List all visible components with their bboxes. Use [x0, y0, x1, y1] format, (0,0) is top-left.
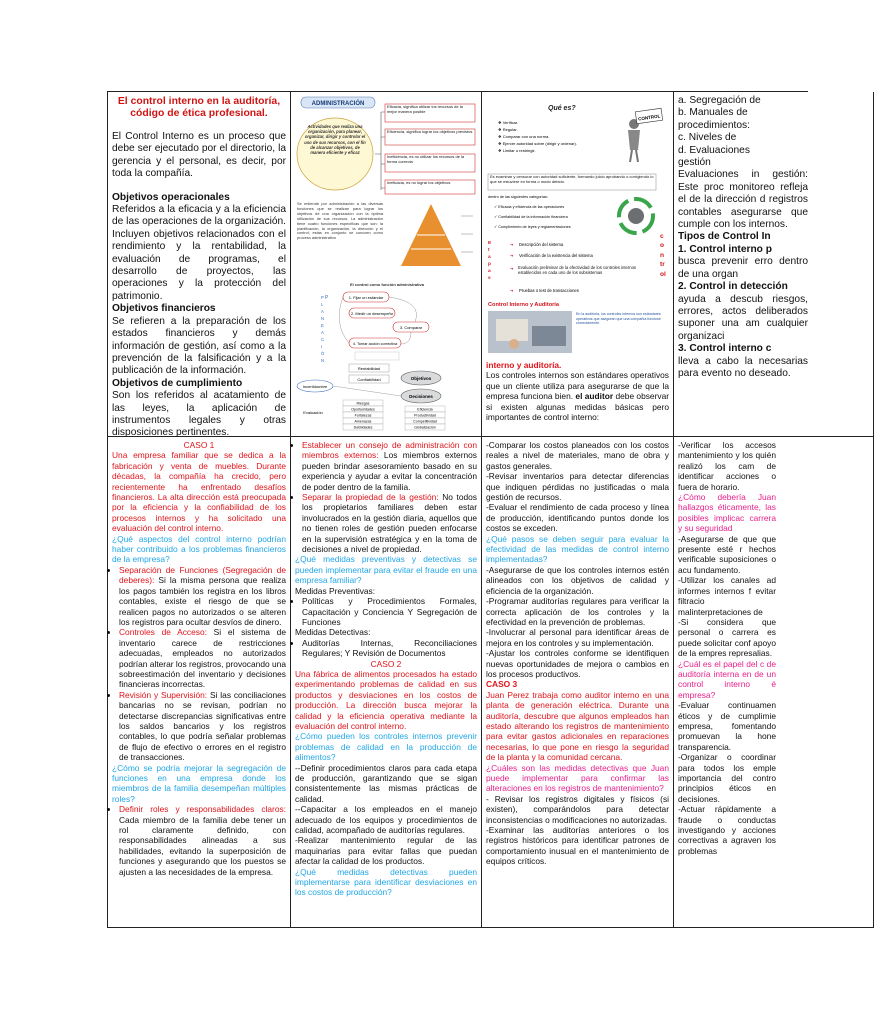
cycle-step-4: 4. Tomar acción correctiva — [352, 342, 398, 346]
bracket — [375, 112, 385, 190]
category-2: ✓ Confiabilidad de la información financiera — [494, 215, 568, 219]
caso-2-answer-3b: -Programar auditorías regulares para verificar la correcta aplicación de los controles y la efectividad en la prevención de problemas. — [486, 596, 669, 627]
list-item-b-cont: procedimientos: — [678, 119, 750, 131]
caso-1-question-1: ¿Qué aspectos del control interno podrían haber contribuido a los problemas financieros de la empresa? — [112, 533, 286, 565]
mid-item-2: Oportunidades — [351, 407, 375, 412]
administracion-diagram — [293, 94, 480, 434]
control-side-box — [660, 232, 670, 308]
incertidumbre-label: Incertidumbre — [302, 384, 328, 389]
vertical-label-box — [321, 294, 329, 368]
categories-title: dentro de las siguientes categorías: — [488, 195, 548, 199]
caso-1-question-2: ¿Cómo se podría mejorar la segregación de funciones en una empresa donde los miembros de la familia desempeñan múltiples roles? — [112, 762, 286, 804]
step-2-arrow: ➔ — [510, 253, 514, 258]
caso-1-title: CASO 1 — [183, 440, 215, 450]
control-vertical: c o n tr ol — [660, 233, 666, 278]
caso-3-text: Juan Perez trabaja como auditor interno en una planta de generación eléctrica. Durante una auditoría, descubre que algunos empleados han estado alterando los registros de mantenimiento para evitar gastos adicionales en reparaciones necesarias, lo que pone en riesgo la seguridad de la planta y la comunidad cercana. — [486, 689, 669, 763]
que-es-bullet-1: ❖ Verificar. — [498, 120, 519, 125]
caso-2-answer-2c: -Evaluar el rendimiento de cada proceso y línea de producción, identificando puntos donde los costos se exceden. — [486, 502, 669, 534]
cell-caso-2-cont-caso-3 — [482, 437, 674, 928]
caso-3-answer-2b: -Utilizar los canales ad informes internos f evitar filtracio malinterpretaciones de — [678, 575, 776, 617]
caso-3-answer-3c: -Actuar rápidamente a fraude o conductas investigando y acciones correctivas a agraven los problemas — [678, 804, 776, 856]
connector-1 — [333, 386, 401, 396]
caso-3-answer-1c: -Verificar los accesos mantenimiento y los quién realizó los cam de identificar acciones o fuera de horario. — [678, 440, 776, 492]
audit-photo — [488, 311, 572, 353]
caso-1-text: Una empresa familiar que se dedica a la fabricación y venta de muebles. Durante décadas, la compañía ha crecido, pero recientemente ha enfrentado desafíos financieros. La alta dirección está preocupada por la eficiencia y la confiabilidad de los procesos internos y ha solicitado una evaluación del control interno. — [112, 450, 286, 534]
caso-3-answer-2c: -Si considera que personal o carrera es puede solicitar conf apoyo de la empres represalias. — [678, 616, 776, 659]
medidas-detectivas-label: Medidas Detectivas: — [295, 627, 371, 638]
interno-auditoria-paragraph — [486, 370, 669, 422]
answer-propiedad-body: No todos los propietarios familiares deben estar involucrados en la gestión diaria, aquellos que no tienen roles de gestión pueden enfocarse en la supervisión estratégica y en la toma de decisiones a nivel de propiedad. — [302, 492, 477, 555]
medida-detectiva: • Auditorías Internas, Reconciliaciones Regulares; Y Revisión de Documentos — [302, 638, 477, 659]
answer-acceso — [119, 627, 286, 689]
caso-2-title: CASO 2 — [370, 658, 402, 669]
concept-box-4-text-box — [387, 181, 473, 194]
control-infographic — [486, 94, 670, 356]
que-es-bullet-3: ❖ Comparar con una norma. — [498, 134, 550, 139]
control-auditoria-heading: Control Interno y Auditoría — [488, 302, 559, 308]
caso-3-answer-2a: -Asegurarse de que que presente esté r hechos verificable suposiciones o acu fundamento. — [678, 533, 776, 575]
caso-2-question-1: ¿Cómo pueden los controles internos prevenir problemas de calidad en la producción de alimentos? — [295, 731, 477, 763]
step-1: Descripción del sistema — [519, 242, 564, 247]
category-3: ✓ Cumplimiento de leyes y reglamentaciones — [494, 225, 571, 229]
que-es-bullet-4: ❖ Ejercer autoridad sobre (dirigir y ordenar). — [498, 141, 577, 146]
confiabilidad-label: Confiabilidad — [357, 377, 381, 382]
caso-2-question-3: ¿Qué pasos se deben seguir para evaluar la efectividad de las medidas de control interno implementadas? — [486, 533, 669, 565]
section-title: El control interno en la auditoría, código de ética profesional. — [117, 96, 281, 119]
answer-roles — [119, 804, 286, 877]
answer-roles-body: Cada miembro de la familia debe tener un rol claramente definido, con responsabilidades alineadas a sus habilidades, evitando la superposición de funciones y asegurando que los puestos se ajusten a las necesidades de la empresa. — [119, 814, 286, 877]
tipo-2-text: ayuda a descub riesgos, errores, actos deliberados suponer una am cualquier organizaci — [678, 293, 808, 342]
heading-objetivos-cumplimiento: Objetivos de cumplimiento — [112, 377, 243, 389]
concept-box-3-text: Ineficiencia, es no utilizar los recursos de la forma correcta — [387, 154, 465, 164]
answer-segregacion-head: Separación de Funciones (Segregación de deberes): — [119, 564, 286, 586]
caso-1-answers-3 — [295, 440, 477, 554]
caso-2-answer-1c: -Realizar mantenimiento regular de las maquinarias para evitar fallas que puedan afectar la calidad de los productos. — [295, 835, 477, 867]
figure-leg-right — [636, 150, 638, 162]
content-table — [107, 91, 808, 928]
concept-box-3 — [385, 154, 475, 172]
tipo-1-text: busca prevenir erro dentro de una organ — [678, 256, 808, 280]
etapas-vertical: E t a p a s — [488, 241, 492, 281]
answer-acceso-body: Si el sistema de inventario carece de restricciones adecuadas, empleados no autorizados podrían alterar los registros, provocando una sobreestimación del inventario y decisiones financieras incorrectas. — [119, 627, 286, 690]
concept-box-4-text: Ineficacia, es no lograr los objetivos — [387, 180, 451, 185]
definition-box-text-box — [490, 175, 654, 190]
tipo-3-text: lleva a cabo la necesarias para evento no deseado. — [678, 355, 808, 379]
cycle-step-2: 2. Medir un desempeño — [350, 311, 394, 316]
caso-2-answer-1b: --Capacitar a los empleados en el manejo adecuado de los equipos y procedimientos de calidad, acompañado de auditorías regulares. — [295, 804, 477, 836]
cell-caso-1 — [108, 437, 291, 928]
answer-acceso-head: Controles de Acceso: — [119, 627, 207, 638]
step-3-box — [518, 265, 658, 285]
mid-item-1: Riesgos — [356, 401, 370, 406]
answer-segregacion — [119, 565, 286, 627]
cell-caso-1-cont-caso-2 — [291, 437, 482, 928]
cycle-step-1: 1. Fijar un estándar — [348, 295, 384, 300]
answer-revision — [119, 690, 286, 763]
category-2-text: Confiabilidad de la información financiera — [498, 215, 568, 219]
caso-3-answer-3b: -Organizar o coordinar para todos los emple importancia del contro principios éticos en decisiones. — [678, 752, 776, 804]
paragraph-tail: debe observar si existen algunas medidas básicas pero importantes de control interno: — [486, 391, 670, 423]
caso-3-question-3: ¿Cuál es el papel del c de auditoría interna en de un control interno é empresa? — [678, 658, 776, 700]
list-item-a: a. Segregación de — [678, 95, 761, 106]
text-objetivos-cumplimiento: Son los referidos al acatamiento de las leyes, la aplicación de instrumentos legales y otras disposiciones pertinentes. — [112, 390, 286, 439]
list-item-d: d. Evaluaciones — [678, 144, 750, 156]
list-item-c: c. Niveles de — [678, 132, 737, 144]
cell-control-interno-intro — [108, 92, 291, 437]
que-es-bullet-3-text: Comparar con una norma. — [502, 134, 550, 139]
paragraph-lead: Los controles internos son estándares operativos que un cliente utiliza para asegurarse de que la empresa funciona bien. — [486, 370, 669, 402]
vertical-planeacion: P L A N E A C I Ó N — [321, 295, 325, 363]
cycle-arrows — [339, 297, 416, 344]
medida-preventiva: • Políticas y Procedimientos Formales, Capacitación y Conciencia Y Segregación de Funciones — [302, 596, 477, 627]
central-oval-text-box — [303, 124, 367, 186]
que-es-bullet-5: ❖ Limitar o restringir. — [498, 148, 536, 153]
que-es-bullet-1-text: Verificar. — [502, 120, 519, 125]
medidas-detectivas-list — [295, 638, 477, 659]
cell-tipos-control — [674, 92, 874, 437]
que-es-bullet-2-text: Regular. — [502, 127, 518, 132]
tipo-3-heading: 3. Control interno c — [678, 343, 772, 355]
caso-3-title: CASO 3 — [486, 679, 518, 690]
mid-item-3: Fortalezas — [354, 413, 372, 418]
caso-1-answers-2 — [112, 804, 286, 877]
cell-control-que-es — [482, 92, 674, 437]
caso-1-question-3: ¿Qué medidas preventivas y detectivas se pueden implementar para evitar el fraude en una empresa familiar? — [295, 554, 477, 586]
caso-2-answer-1a: --Definir procedimientos claros para cada etapa de producción, garantizando que se sigan consistentemente las mismas prácticas de calidad. — [295, 762, 477, 804]
pyramid-graphic — [401, 204, 473, 266]
answer-consejo-head: Establecer un consejo de administración con miembros externos: — [302, 440, 477, 461]
evaluaciones-text: Evaluaciones in gestión: Este proc monitoreo refleja el de la dirección d registros contables asegurarse que cumple con los internos. — [678, 169, 808, 231]
paragraph-bold: el auditor — [575, 391, 614, 402]
que-es-bullet-5-text: Limitar o restringir. — [502, 148, 536, 153]
concept-box-2 — [385, 129, 475, 145]
tipo-2-heading: 2. Control in detección — [678, 281, 788, 293]
list-item-b: b. Manuales de — [678, 107, 748, 119]
que-es-bullet-4-text: Ejercer autoridad sobre (dirigir y ordenar). — [502, 141, 577, 146]
cycle-step-3: 3. Comparar — [399, 325, 423, 330]
answer-propiedad-head: Separar la propiedad de la gestión: — [302, 492, 439, 503]
medidas-preventivas-label: Medidas Preventivas: — [295, 585, 376, 596]
definition-box-text: Es examinar y censurar con autoridad suficiente, formando juicio aprobando o corrigiendo lo que se estuviere en forma o modo debido. — [490, 174, 654, 184]
mid-item-5: Debilidades — [353, 425, 373, 430]
cycle-steps — [339, 292, 429, 360]
concept-box-2-text: Eficiencia, significa lograr los objetivos previstos — [387, 129, 473, 134]
cell-caso-3-cont — [674, 437, 874, 928]
que-es-bullets — [498, 120, 577, 153]
intro-text: El Control Interno es un proceso que debe ser ejecutado por el directorio, la gerencia y el personal, es decir, por toda la compañía. — [112, 131, 286, 180]
photo-papers — [496, 319, 528, 341]
answer-revision-head: Revisión y Supervisión: — [119, 689, 208, 700]
mid-items — [343, 400, 383, 430]
caso-3-question-1: ¿Cuáles son las medidas detectivas que Juan puede implementar para confirmar las alteraciones en los registros de mantenimiento? — [486, 762, 669, 794]
concept-box-2-text-box — [387, 130, 473, 145]
photo-hand — [509, 339, 519, 349]
side-text-box — [297, 202, 383, 272]
control-list — [678, 95, 869, 169]
caso-3-answer-1b: -Examinar las auditorías anteriores o los registros históricos para identificar patrones de comportamiento inusual en el mantenimiento de equipos críticos. — [486, 825, 669, 867]
figure-leg-left — [630, 150, 632, 162]
rentabilidad-label: Rentabilidad — [357, 366, 381, 371]
answer-propiedad — [302, 492, 477, 554]
cycle-box-bottom — [355, 352, 399, 360]
answer-revision-body: Si las conciliaciones bancarias no se revisan, podrían no detectarse discrepancias significativas entre los saldos bancarios y los registros contables, lo que podría señalar problemas de flujo de efectivo o errores en el registro de transacciones. — [119, 689, 287, 763]
concept-box-1-text-box — [387, 105, 473, 122]
mid-item-4: Amenazas — [354, 419, 372, 424]
answer-consejo-body: Los miembros externos pueden brindar asesoramiento basado en su experiencia y ayudar a evitar la concentración de poder dentro de la familia. — [302, 450, 477, 492]
caso-3-cont-column — [678, 440, 776, 856]
category-3-text: Cumplimiento de leyes y reglamentaciones — [498, 225, 571, 229]
photo-caption-box — [576, 312, 668, 354]
text-objetivos-financieros: Se refieren a la preparación de los estados financieros y demás información de gestión, así como a la prevención de la falsificación y a la publicación de la información. — [112, 315, 286, 377]
text-objetivos-operacionales: Referidos a la eficacia y a la eficiencia de las operaciones de la organización. Incluyen objetivos relacionados con el rendimiento y la rentabilidad, la evaluación de programas, el desarrollo de proyectos, las operaciones y la protección del patrimonio. — [112, 204, 286, 302]
medidas-preventivas-list — [295, 596, 477, 627]
control-cycle-icon — [619, 199, 653, 233]
etapas-box — [488, 240, 498, 310]
control-sign-label: CONTROL — [637, 113, 661, 122]
list-item-d-cont: gestión — [678, 157, 711, 169]
cycle-center — [628, 208, 644, 224]
objetivos-label: Objetivos — [410, 376, 432, 381]
caso-2-answer-3c: -Involucrar al personal para identificar áreas de mejora en los controles y su implementación. — [486, 627, 669, 648]
que-es-title: Qué es? — [548, 105, 576, 112]
right-items — [405, 406, 445, 430]
heading-objetivos-financieros: Objetivos financieros — [112, 303, 216, 315]
interno-auditoria-heading: interno y auditoría. — [486, 360, 562, 370]
category-1: ✓ Eficacia y eficiencia de las operaciones — [494, 205, 565, 209]
concept-box-1 — [385, 104, 475, 122]
control-figure-icon — [628, 108, 663, 162]
right-item-4: Globalización — [414, 425, 436, 430]
caso-3-question-2: ¿Cómo debería Juan hallazgos éticamente, las posibles implicac carrera y su seguridad — [678, 492, 776, 534]
caso-2-question-2: ¿Qué medidas detectivas pueden implementarse para identificar desviaciones en los costos de producción? — [295, 866, 477, 898]
right-item-3: Competitividad — [413, 419, 437, 424]
caso-2-answer-3a: -Asegurarse de que los controles internos estén alineados con los objetivos de calidad y eficiencia de la organización. — [486, 564, 669, 596]
right-item-2: Productividad — [414, 413, 436, 418]
photo-laptop — [532, 326, 566, 346]
cell-administracion-diagram — [291, 92, 482, 437]
right-item-1: Eficiencia — [417, 407, 433, 412]
tipo-1-heading: 1. Control interno p — [678, 243, 772, 255]
administracion-definition: Se entiende por administración a las diversas funciones que se realizan para lograr los objetivos de una organización con la óptima utilización de sus recursos. La administración tiene cuatro funciones específicas que son: la planificación, la organización, la dirección y el control; estas en conjunto se conocen como proceso administrativo — [297, 201, 383, 241]
step-4-arrow: ➔ — [510, 288, 514, 293]
concept-box-1-text: Eficacia, significa utilizar los recursos de la mejor manera posible — [387, 104, 463, 114]
step-3: Evaluación preliminar de la efectividad de los controles internos establecidos en cada uno de los subsistemas — [518, 265, 637, 275]
answer-roles-head: Definir roles y responsabilidades claros: — [119, 804, 286, 815]
step-3-arrow: ➔ — [510, 266, 514, 271]
caso-2-answer-2a: -Comparar los costos planeados con los costos reales a nivel de materiales, mano de obra y gastos generales. — [486, 440, 669, 471]
tipos-control-heading: Tipos de Control In — [678, 231, 771, 243]
photo-caption: En la auditoría, los controles internos son estándares operativos que aseguran que una compañía funcione correctamente. — [576, 312, 661, 326]
caso-1-answers-1 — [112, 565, 286, 763]
figure-body — [628, 130, 640, 150]
answer-consejo — [302, 440, 477, 492]
answer-segregacion-body: Si la misma persona que realiza los pagos también los registra en los libros contables, existe el riesgo de que se realicen pagos no autorizados o se alteren los registros para ocultar desvíos de dinero. — [119, 575, 286, 627]
step-2: Verificación de la existencia del sistema — [519, 253, 593, 258]
category-1-text: Eficacia y eficiencia de las operaciones — [498, 205, 565, 209]
step-1-arrow: ➔ — [510, 242, 514, 247]
caso-3-answer-1a: - Revisar los registros digitales y físicos (si existen), comparándolos para detectar inconsistencias o modificaciones no autorizadas. — [486, 793, 669, 825]
caso-2-answer-2b: -Revisar inventarios para detectar diferencias que indiquen pérdidas no justificadas o mala gestión de recursos. — [486, 471, 669, 503]
caso-2-answer-3d: -Ajustar los controles conforme se identifiquen nuevas oportunidades de mejora o cambios en los procesos productivos. — [486, 648, 669, 679]
planeacion-letters: P — [325, 295, 329, 301]
concept-box-3-text-box — [387, 155, 473, 172]
cycle-title: El control como función administrativa — [349, 282, 425, 287]
step-4: Pruebas o test de transacciones — [519, 288, 579, 293]
central-oval-text: Actividades que realiza una organización, para planear, organizar, dirigir y controlar el uso de sus recursos, con el fin de alcanzar objetivos, de manera eficiente y eficaz — [304, 124, 366, 156]
decisiones-label: Decisiones — [409, 394, 433, 399]
evaluacion-label: Evaluación — [303, 410, 323, 415]
que-es-bullet-2: ❖ Regular. — [498, 127, 518, 132]
caso-3-answer-3a: -Evaluar continuamen éticos y de cumplimie empresa, fomentando promuevan la hone transparencia. — [678, 700, 776, 752]
audit-steps — [510, 242, 658, 293]
heading-objetivos-operacionales: Objetivos operacionales — [112, 191, 230, 203]
concept-box-4 — [385, 180, 475, 194]
caso-2-text: Una fábrica de alimentos procesados ha estado experimentando problemas de calidad en sus productos y desviaciones en los costos de producción. La dirección busca mejorar la calidad y la eficiencia operativa mediante la evaluación del control interno. — [295, 668, 477, 731]
diagram-title: ADMINISTRACIÓN — [311, 101, 365, 107]
